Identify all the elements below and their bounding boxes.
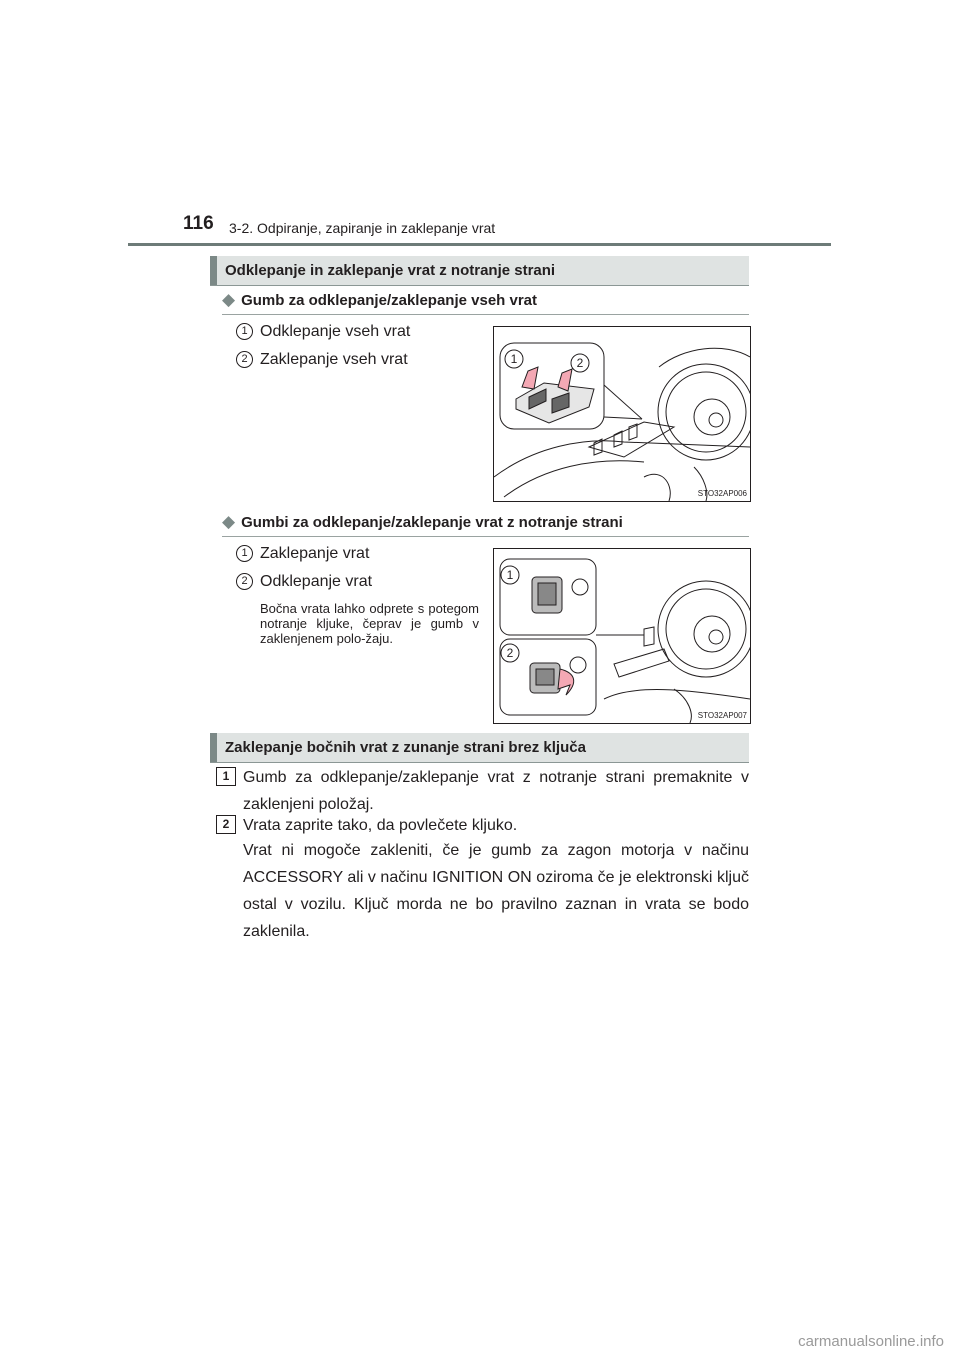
diamond-bullet-icon: ◆ xyxy=(222,512,236,531)
watermark: carmanualsonline.info xyxy=(798,1333,944,1350)
section-heading-bar xyxy=(210,256,217,285)
header-divider xyxy=(128,243,831,246)
diamond-bullet-icon: ◆ xyxy=(222,290,236,309)
item-label: Odklepanje vseh vrat xyxy=(260,323,411,340)
figure-code: STO32AP006 xyxy=(697,489,747,498)
breadcrumb: 3-2. Odpiranje, zapiranje in zaklepanje vrat xyxy=(229,220,496,236)
figure-code: STO32AP007 xyxy=(697,711,747,720)
figure-callout-1: 1 xyxy=(506,568,514,582)
body-paragraph: Vrat ni mogoče zakleniti, če je gumb za zagon motorja v načinu ACCESSORY ali v načinu IGNITION ON oziroma če je elektronski ključ ostal v vozilu. Ključ morda ne bo pravilno zaznan in vrata se bodo zaklenila. xyxy=(243,842,749,940)
section-heading-bar xyxy=(210,733,217,762)
step-number-1: 1 xyxy=(216,767,236,786)
step-text: Vrata zaprite tako, da povlečete kljuko. xyxy=(243,817,518,834)
section-heading-outside-locking xyxy=(210,733,749,763)
figure-inside-lock-button xyxy=(493,548,751,724)
figure-callout-2: 2 xyxy=(506,646,514,660)
section-heading-text: Odklepanje in zaklepanje vrat z notranje strani xyxy=(225,262,556,279)
subsection-divider xyxy=(222,314,749,315)
item-label: Zaklepanje vseh vrat xyxy=(260,351,408,368)
door-knob-illustration-icon xyxy=(494,549,750,723)
callout-number-1: 1 xyxy=(236,545,253,562)
figure-callout-1: 1 xyxy=(510,352,518,366)
subsection-divider xyxy=(222,536,749,537)
step-text: Gumb za odklepanje/zaklepanje vrat z notranje strani premaknite v zaklenjeni položaj. xyxy=(243,769,749,813)
subsection-heading-text: Gumb za odklepanje/zaklepanje vseh vrat xyxy=(241,292,538,309)
figure-all-door-lock-switch xyxy=(493,326,751,502)
page-number: 116 xyxy=(183,213,214,234)
door-switch-illustration-icon xyxy=(494,327,750,501)
subsection-heading-all-doors xyxy=(222,290,537,310)
callout-number-1: 1 xyxy=(236,323,253,340)
item-label: Zaklepanje vrat xyxy=(260,545,370,562)
step-number-2: 2 xyxy=(216,815,236,834)
figure-callout-2: 2 xyxy=(576,356,584,370)
section-heading-inside-locking xyxy=(210,256,749,286)
section-heading-text: Zaklepanje bočnih vrat z zunanje strani brez ključa xyxy=(225,739,586,756)
item-label: Odklepanje vrat xyxy=(260,573,373,590)
callout-number-2: 2 xyxy=(236,573,253,590)
subsection-heading-text: Gumbi za odklepanje/zaklepanje vrat z notranje strani xyxy=(241,514,623,531)
note-text: Bočna vrata lahko odprete s potegom notranje kljuke, čeprav je gumb v zaklenjenem polo-žaju. xyxy=(260,601,479,646)
callout-number-2: 2 xyxy=(236,351,253,368)
subsection-heading-inside-buttons xyxy=(222,512,623,532)
